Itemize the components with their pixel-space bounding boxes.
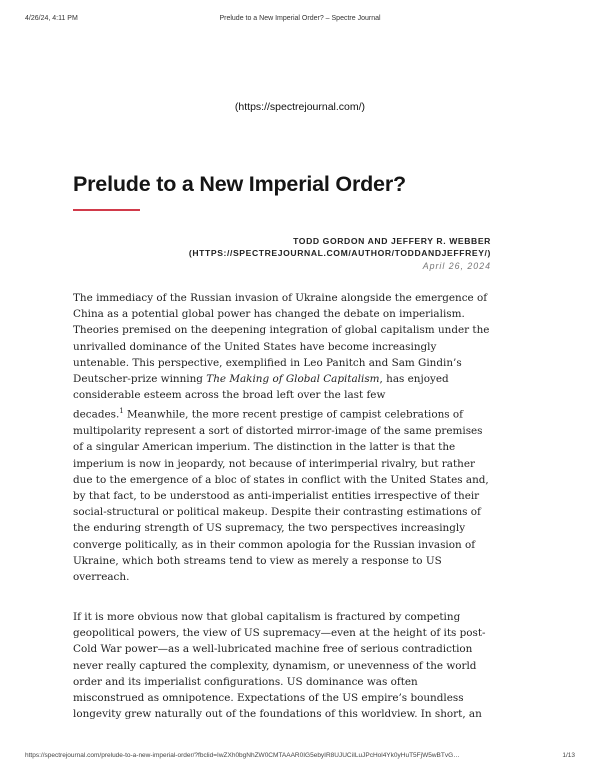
paragraph-1: The immediacy of the Russian invasion of Ukraine alongside the emergence of China as a potential global power has changed the debate on imperialism. Theories premised on the deepening integration of global capitalism under the unrivalled dominance of the United States have become increasingly untenable. This perspective, exemplified in Leo Panitch and Sam Gindin’s Deutscher-prize winning The Making of Global Capitalism, has enjoyed considerable esteem across the broad left over the last few decades.$^1$ Meanwhile, the more recent prestige of campist celebrations of multipolarity represent a sort of distorted mirror-image of the same premises of a singular American imperium. The distinction in the latter is that the imperium is now in jeopardy, not because of interimperial rivalry, but rather due to the emergence of a bloc of states in conflict with the United States and, by that fact, to be understood as anti-imperialist entities irrespective of their social-structural or political makeup. Despite their contrasting estimations of the enduring strength of US supremacy, the two perspectives increasingly converge politically, as in their common apologia for the Russian invasion of Ukraine, which both streams tend to view as merely a response to US overreach. (73, 292, 490, 583)
author-names[interactable]: TODD GORDON AND JEFFERY R. WEBBER (293, 236, 491, 246)
page-number: 1/13 (562, 752, 575, 759)
article-body-2 (73, 609, 535, 736)
print-page-title: Prelude to a New Imperial Order? – Spectre Journal (219, 15, 381, 22)
publish-date: April 26, 2024 (422, 261, 491, 271)
author-byline[interactable] (189, 236, 491, 259)
author-link[interactable]: (HTTPS://SPECTREJOURNAL.COM/AUTHOR/TODDANDJEFFREY/) (188, 247, 491, 258)
book-title: The Making of Global Capitalism (206, 373, 380, 386)
print-datetime: 4/26/24, 4:11 PM (25, 15, 78, 22)
print-url: https://spectrejournal.com/prelude-to-a-new-imperial-order/?fbclid=IwZXh0bgNhZW0CMTAAAR0IG5ebyIR8UJUCiILuJPcHol4Yk0yHuT5FjW5wBTvG… (25, 752, 460, 759)
site-home-link[interactable]: (https://spectrejournal.com/) (234, 101, 366, 113)
title-accent-rule (73, 209, 140, 211)
paragraph-2: If it is more obvious now that global capitalism is fractured by competing geopolitical powers, the view of US supremacy—even at the height of its post- Cold War power—as a well-lubricated machine free of serious contradiction never really captured the complexity, dynamism, or unevenness of the world order and its imperialist configurations. US dominance was often misconstrued as omnipotence. Expectations of the US empire’s boundless longevity grew naturally out of the foundations of this worldview. In short, an (73, 611, 486, 721)
article-title: Prelude to a New Imperial Order? (73, 172, 406, 196)
footnote-link[interactable]: 1 (119, 407, 124, 416)
article-body-1 (73, 290, 535, 599)
